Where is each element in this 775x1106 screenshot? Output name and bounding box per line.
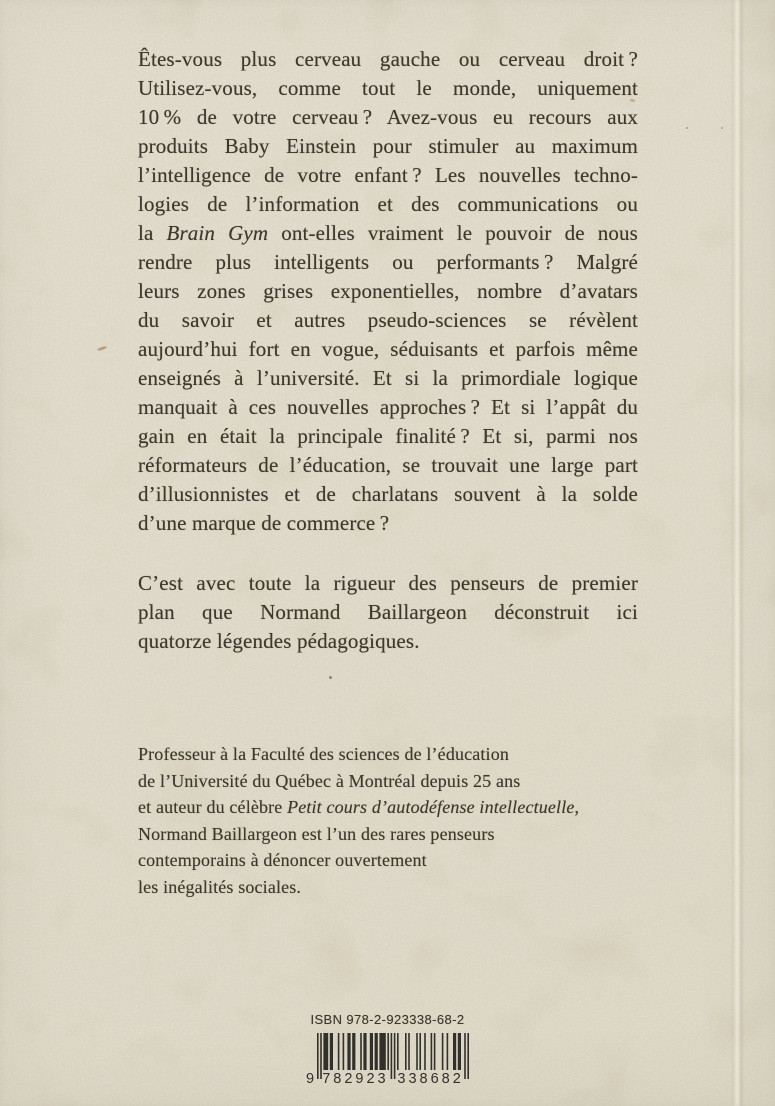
text-line: rendre plus intelligents ou performants ? Malgré	[138, 250, 638, 274]
paper-fleck	[686, 127, 688, 129]
text-line: quatorze légendes pédagogiques.	[138, 629, 420, 653]
text-line: plan que Normand Baillargeon déconstruit ici	[138, 600, 638, 624]
text-line: produits Baby Einstein pour stimuler au maximum	[138, 134, 638, 158]
text-line: enseignés à l’université. Et si la primordiale logique	[138, 366, 638, 390]
text-line: Êtes-vous plus cerveau gauche ou cerveau droit ?	[138, 47, 638, 71]
text-line: C’est avec toute la rigueur des penseurs de premier	[138, 571, 638, 595]
text-line: logies de l’information et des communications ou	[138, 192, 638, 216]
text-line: Utilisez-vous, comme tout le monde, uniquement	[138, 76, 638, 100]
text-line: contemporains à dénoncer ouvertement	[138, 850, 427, 871]
isbn-label: ISBN 978-2-923338-68-2	[310, 1012, 465, 1027]
text-line: leurs zones grises exponentielles, nombre d’avatars	[138, 279, 638, 303]
paper-fleck	[329, 676, 332, 679]
text-line: et auteur du célèbre Petit cours d’autodéfense intellectuelle,	[138, 797, 580, 818]
text-line: d’illusionnistes et de charlatans souvent à la solde	[138, 482, 638, 506]
text-line: la Brain Gym ont-elles vraiment le pouvoir de nous	[138, 221, 639, 245]
text-line: aujourd’hui fort en vogue, séduisants et parfois même	[138, 337, 638, 361]
text-line: réformateurs de l’éducation, se trouvait une large part	[138, 453, 638, 477]
text-line: l’intelligence de votre enfant ? Les nouvelles techno-	[138, 163, 638, 187]
barcode-block	[0, 1012, 775, 1087]
pitch-paragraph	[138, 569, 638, 656]
text-line: d’une marque de commerce ?	[138, 511, 390, 535]
paper-fleck	[721, 127, 723, 129]
text-line: les inégalités sociales.	[138, 876, 302, 897]
cover-crease-line	[732, 0, 744, 1106]
text-line: manquait à ces nouvelles approches ? Et si l’appât du	[138, 395, 638, 419]
text-line: gain en était la principale finalité ? Et si, parmi nos	[138, 424, 638, 448]
synopsis-paragraph	[138, 45, 638, 538]
ean13-barcode-svg	[304, 1033, 472, 1087]
paper-fleck	[97, 346, 107, 352]
author-bio	[138, 741, 579, 901]
text-line: Normand Baillargeon est l’un des rares penseurs	[138, 823, 495, 844]
text-line: Professeur à la Faculté des sciences de l’éducation	[138, 744, 510, 764]
svg-text:782923: 782923	[321, 1071, 389, 1087]
svg-text:338682: 338682	[396, 1071, 464, 1087]
text-line: de l’Université du Québec à Montréal depuis 25 ans	[138, 770, 521, 791]
text-line: du savoir et autres pseudo-sciences se révèlent	[138, 308, 638, 332]
text-line: 10 % de votre cerveau ? Avez-vous eu recours aux	[138, 105, 638, 129]
barcode-digits	[306, 1071, 464, 1087]
barcode-bars	[317, 1033, 469, 1079]
svg-text:9: 9	[305, 1071, 317, 1087]
ean13-barcode	[304, 1033, 472, 1087]
